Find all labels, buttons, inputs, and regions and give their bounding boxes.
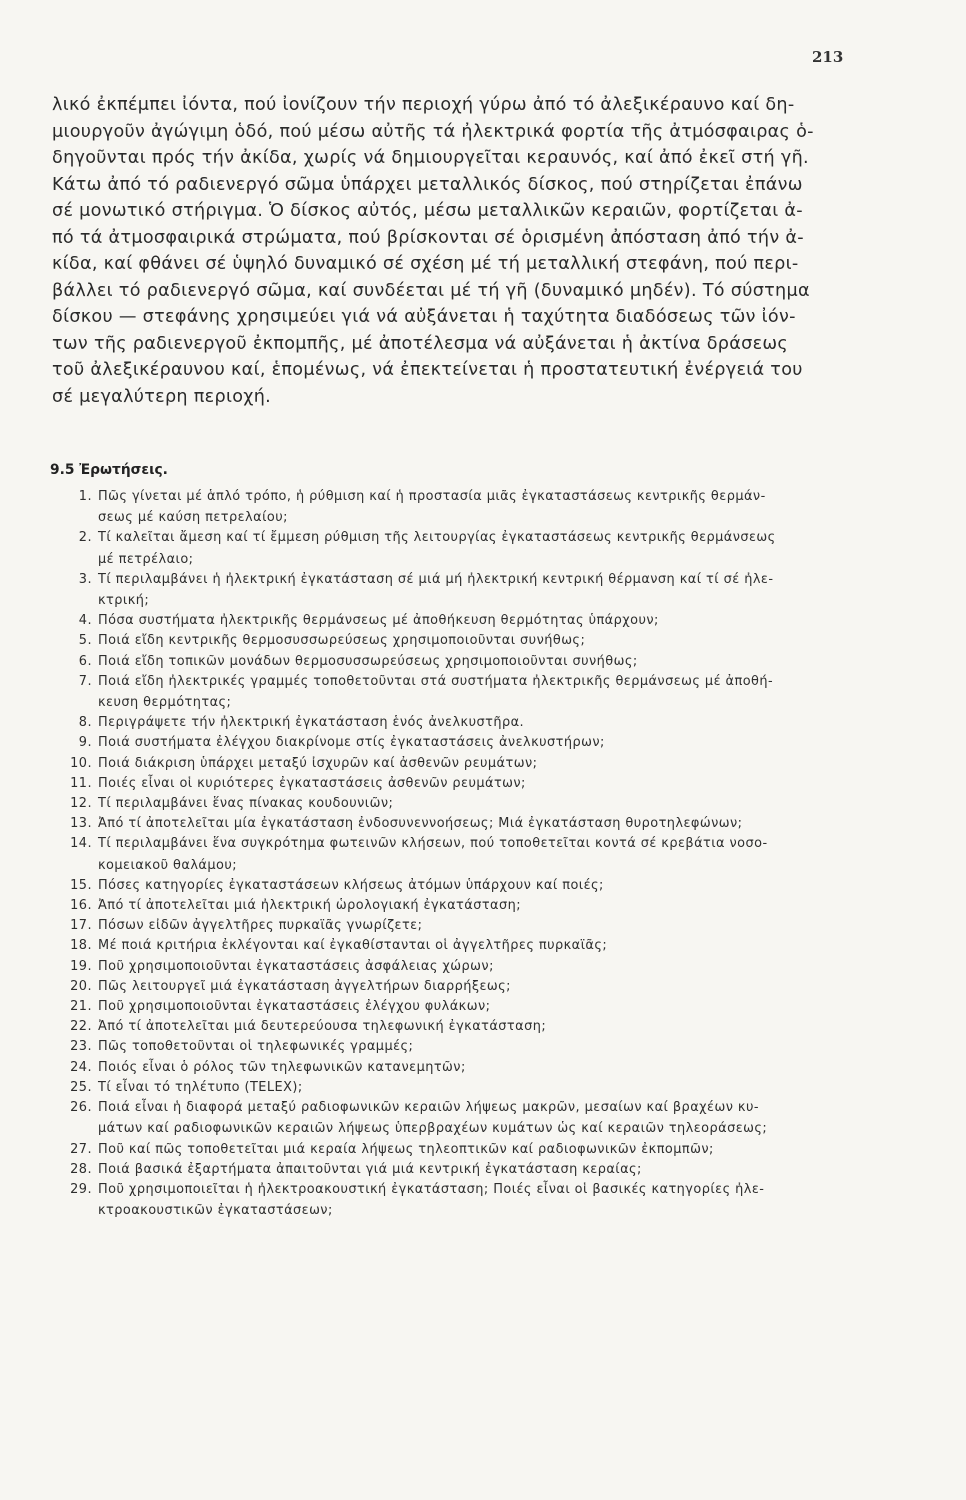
question-line: Ποῦ χρησιμοποιοῦνται ἐγκαταστάσεις ἐλέγχου φυλάκων; [98,999,491,1015]
question-line: Ποιά βασικά ἐξαρτήματα ἀπαιτοῦνται γιά μιά κεντρική ἐγκατάσταση κεραίας; [98,1161,642,1177]
paragraph-line: μιουργοῦν ἀγώγιμη ὁδό, πού μέσω αὐτῆς τά ἠλεκτρικά φορτία τῆς ἀτμόσφαιρας ὁ- [52,121,814,142]
question-text [98,570,880,611]
question-text [98,896,880,916]
paragraph-line: των τῆς ραδιενεργοῦ ἐκπομπῆς, μέ ἀποτέλεσμα νά αὐξάνεται ἡ ἀκτίνα δράσεως [52,333,789,354]
question-line: Ποιά διάκριση ὑπάρχει μεταξύ ἰσχυρῶν καί ἀσθενῶν ρευμάτων; [98,755,538,771]
question-text [98,794,880,814]
question-item [50,834,880,875]
question-line: Πόσες κατηγορίες ἐγκαταστάσεων κλήσεως ἀτόμων ὑπάρχουν καί ποιές; [98,877,604,893]
question-number: 14. [70,836,92,852]
question-text [98,733,880,753]
question-line: Ἀπό τί ἀποτελεῖται μία ἐγκατάσταση ἐνδοσυνεννοήσεως; Μιά ἐγκατάσταση θυροτηλεφώνων; [98,816,743,832]
question-text [98,1160,880,1180]
question-item [50,1078,880,1098]
paragraph-line: σέ μονωτικό στήριγμα. Ὁ δίσκος αὐτός, μέσω μεταλλικῶν κεραιῶν, φορτίζεται ἀ- [52,201,803,221]
question-item [50,1180,880,1221]
question-item [50,936,880,956]
question-number: 2. [78,530,92,546]
paragraph-line: λικό ἐκπέμπει ἰόντα, πού ἰονίζουν τήν περιοχή γύρω ἀπό τό ἀλεξικέραυνο καί δη- [52,95,795,115]
question-item [50,957,880,977]
question-line: Ποιά εἶναι ἡ διαφορά μεταξύ ραδιοφωνικῶν κεραιῶν λήψεως μακρῶν, μεσαίων καί βραχέων κυ- [98,1100,759,1116]
question-number: 11. [70,775,92,791]
question-text [98,936,880,956]
question-number: 24. [70,1059,92,1075]
question-line: Ποιά εἴδη κεντρικῆς θερμοσυσσωρεύσεως χρησιμοποιοῦνται συνήθως; [98,633,586,649]
question-text [98,754,880,774]
question-number: 16. [70,898,92,914]
question-text [98,487,880,528]
question-continuation: κομειακοῦ θαλάμου; [98,857,238,873]
question-item [50,876,880,896]
question-line: Πῶς γίνεται μέ ἁπλό τρόπο, ἡ ρύθμιση καί ἡ προστασία μιᾶς ἐγκαταστάσεως κεντρικῆς θερμάν- [98,489,766,504]
question-number: 18. [70,938,92,954]
question-item [50,652,880,672]
question-line: Τί καλεῖται ἄμεση καί τί ἔμμεση ρύθμιση τῆς λειτουργίας ἐγκαταστάσεως κεντρικῆς θερμάνσεως [98,530,776,546]
question-line: Μέ ποιά κριτήρια ἐκλέγονται καί ἐγκαθίστανται οἱ ἀγγελτῆρες πυρκαϊᾶς; [98,938,608,954]
paragraph-line: βάλλει τό ραδιενεργό σῶμα, καί συνδέεται μέ τή γῆ (δυναμικό μηδέν). Τό σύστημα [52,280,810,301]
question-continuation: μάτων καί ραδιοφωνικῶν κεραιῶν λήψεως ὑπερβραχέων κυμάτων ὡς καί κεραιῶν τηλεοράσεως; [98,1121,768,1137]
question-line: Ποῦ χρησιμοποιοῦνται ἐγκαταστάσεις ἀσφάλειας χώρων; [98,958,494,974]
question-text [98,997,880,1017]
paragraph-line: σέ μεγαλύτερη περιοχή. [52,386,272,407]
question-line: Ἀπό τί ἀποτελεῖται μιά ἠλεκτρική ὡρολογιακή ἐγκατάσταση; [98,898,522,914]
paragraph-line: κίδα, καί φθάνει σέ ὑψηλό δυναμικό σέ σχέση μέ τή μεταλλική στεφάνη, πού περι- [52,254,799,274]
question-line: Τί περιλαμβάνει ἕνα συγκρότημα φωτεινῶν κλήσεων, πού τοποθετεῖται κοντά σέ κρεβάτια νοσο- [98,836,768,852]
question-item [50,611,880,631]
question-number: 17. [70,918,92,934]
question-line: Τί εἶναι τό τηλέτυπο (TELEX); [98,1079,303,1095]
question-number: 6. [78,653,92,669]
question-text [98,1098,880,1139]
question-number: 20. [70,978,92,994]
section-heading: 9.5 Ἐρωτήσεις. [50,462,168,478]
question-item [50,774,880,794]
question-text [98,652,880,672]
question-line: Ποῦ χρησιμοποιεῖται ἡ ἠλεκτροακουστική ἐγκατάσταση; Ποιές εἶναι οἱ βασικές κατηγορίες ἠλε- [98,1181,765,1197]
question-number: 12. [70,796,92,812]
question-text [98,672,880,713]
question-number: 27. [70,1141,92,1157]
question-item [50,896,880,916]
question-number: 15. [70,877,92,893]
question-text [98,611,880,631]
question-item [50,570,880,611]
question-text [98,916,880,936]
paragraph-line: τοῦ ἀλεξικέραυνου καί, ἑπομένως, νά ἐπεκτείνεται ἡ προστατευτική ἐνέργειά του [52,360,803,380]
question-item [50,916,880,936]
question-text [98,1017,880,1037]
question-text [98,977,880,997]
question-item [50,631,880,651]
question-number: 4. [78,613,92,629]
question-number: 29. [70,1181,92,1197]
question-line: Περιγράψετε τήν ἠλεκτρική ἐγκατάσταση ἑνός ἀνελκυστῆρα. [98,715,525,731]
question-number: 21. [70,999,92,1015]
question-line: Ποιά εἴδη τοπικῶν μονάδων θερμοσυσσωρεύσεως χρησιμοποιοῦνται συνήθως; [98,653,638,669]
question-line: Ποιά συστήματα ἐλέγχου διακρίνομε στίς ἐγκαταστάσεις ἀνελκυστήρων; [98,735,605,751]
paragraph-line: δηγοῦνται πρός τήν ἀκίδα, χωρίς νά δημιουργεῖται κεραυνός, καί ἀπό ἐκεῖ στή γῆ. [52,148,809,168]
question-item [50,528,880,569]
question-line: Ποῦ καί πῶς τοποθετεῖται μιά κεραία λήψεως τηλεοπτικῶν καί ραδιοφωνικῶν ἐκπομπῶν; [98,1141,714,1157]
question-number: 10. [70,755,92,771]
question-item [50,814,880,834]
question-number: 25. [70,1079,92,1095]
question-continuation: κτροακουστικῶν ἐγκαταστάσεων; [98,1203,333,1219]
body-paragraph [52,92,864,410]
question-item [50,1058,880,1078]
question-number: 1. [78,489,92,504]
question-item [50,977,880,997]
question-text [98,1058,880,1078]
question-continuation: κτρική; [98,593,150,609]
question-line: Ποιός εἶναι ὁ ρόλος τῶν τηλεφωνικῶν κατανεμητῶν; [98,1059,466,1075]
paragraph-line: δίσκου — στεφάνης χρησιμεύει γιά νά αὐξάνεται ἡ ταχύτητα διαδόσεως τῶν ἰόν- [52,307,796,327]
question-number: 5. [78,633,92,649]
question-number: 13. [70,816,92,832]
question-item [50,997,880,1017]
question-number: 28. [70,1161,92,1177]
question-line: Πόσων εἰδῶν ἀγγελτῆρες πυρκαϊᾶς γνωρίζετε; [98,918,423,934]
question-line: Πῶς τοποθετοῦνται οἱ τηλεφωνικές γραμμές; [98,1039,414,1055]
question-text [98,957,880,977]
question-text [98,774,880,794]
question-number: 23. [70,1039,92,1055]
question-text [98,1180,880,1221]
question-text [98,631,880,651]
question-item [50,713,880,733]
question-number: 22. [70,1019,92,1035]
question-item [50,1037,880,1057]
question-continuation: κευση θερμότητας; [98,695,232,711]
question-item [50,672,880,713]
question-text [98,1078,880,1098]
question-line: Τί περιλαμβάνει ἡ ἠλεκτρική ἐγκατάσταση σέ μιά μή ἠλεκτρική κεντρική θέρμανση καί τί σέ ἠλε- [98,571,774,587]
question-line: Ἀπό τί ἀποτελεῖται μιά δευτερεύουσα τηλεφωνική ἐγκατάσταση; [98,1019,547,1035]
question-number: 19. [70,958,92,974]
question-line: Τί περιλαμβάνει ἕνας πίνακας κουδουνιῶν; [98,796,394,812]
question-item [50,1160,880,1180]
paragraph-line: πό τά ἀτμοσφαιρικά στρώματα, πού βρίσκονται σέ ὁρισμένη ἀπόσταση ἀπό τήν ἀ- [52,227,804,248]
question-line: Ποιές εἶναι οἱ κυριότερες ἐγκαταστάσεις ἀσθενῶν ρευμάτων; [98,775,526,791]
question-number: 26. [70,1100,92,1116]
question-line: Πόσα συστήματα ἠλεκτρικῆς θερμάνσεως μέ ἀποθήκευση θερμότητας ὑπάρχουν; [98,613,659,629]
page-number: 213 [812,48,844,66]
question-text [98,834,880,875]
question-text [98,528,880,569]
question-continuation: μέ πετρέλαιο; [98,551,194,567]
question-text [98,1037,880,1057]
question-item [50,1098,880,1139]
question-number: 7. [78,673,92,689]
question-item [50,1017,880,1037]
question-line: Ποιά εἴδη ἠλεκτρικές γραμμές τοποθετοῦνται στά συστήματα ἠλεκτρικῆς θερμάνσεως μέ ἀποθή- [98,673,774,689]
question-item [50,794,880,814]
question-item [50,733,880,753]
question-text [98,876,880,896]
question-item [50,487,880,528]
question-number: 9. [78,735,92,751]
question-text [98,814,880,834]
question-item [50,1140,880,1160]
question-text [98,713,880,733]
paragraph-line: Κάτω ἀπό τό ραδιενεργό σῶμα ὑπάρχει μεταλλικός δίσκος, πού στηρίζεται ἐπάνω [52,174,803,195]
question-continuation: σεως μέ καύση πετρελαίου; [98,510,288,526]
question-item [50,754,880,774]
question-number: 8. [78,715,92,731]
question-line: Πῶς λειτουργεῖ μιά ἐγκατάσταση ἀγγελτήρων διαρρήξεως; [98,978,511,994]
question-text [98,1140,880,1160]
question-number: 3. [78,571,92,587]
question-list [50,487,880,1221]
